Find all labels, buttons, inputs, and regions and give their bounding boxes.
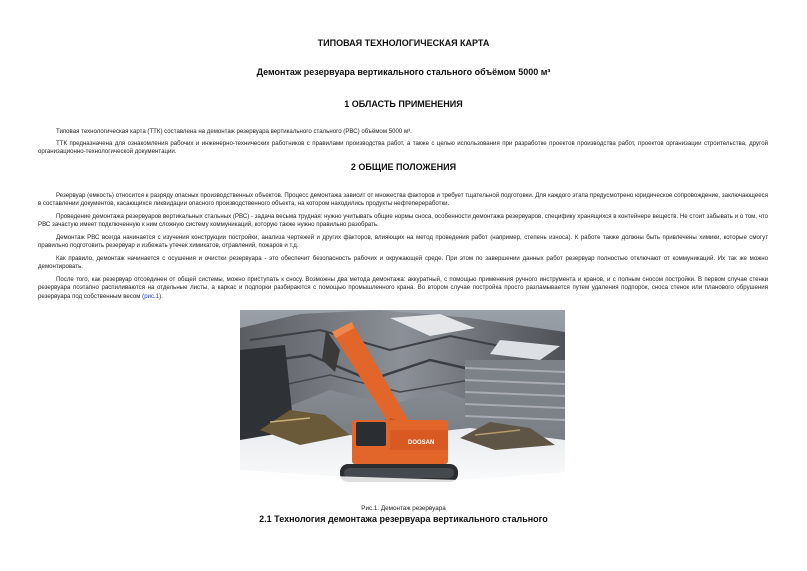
section-2-paragraph: Проведение демонтажа резервуаров вертикальных стальных (РВС) - задача весьма трудная: нужно учитывать общие нормы сноса, особенности демонтажа резервуаров, специфику хранящихся в контейнере веществ. Не стоит забывать и о том, что РВС зачастую имеет подключенную к ним сложную систему коммуникаций, которую также нужно правильно разобрать. (38, 213, 768, 229)
figure-1-link[interactable]: рис.1 (144, 292, 160, 300)
section-2-paragraph-last (38, 276, 768, 301)
document-title: ТИПОВАЯ ТЕХНОЛОГИЧЕСКАЯ КАРТА (317, 38, 490, 48)
section-1-heading: 1 ОБЛАСТЬ ПРИМЕНЕНИЯ (344, 99, 463, 109)
subsection-2-1-heading: 2.1 Технология демонтажа резервуара вертикального стального (259, 514, 548, 524)
section-2-paragraph: Как правило, демонтаж начинается с осушения и очистки резервуара - это обеспечит безопасность рабочих и окружающей среде. При этом по завершении данных работ резервуар полностью отключают от коммуникаций. Их так же можно демонтировать. (38, 255, 768, 271)
section-2-paragraph: Демонтаж РВС всегда начинается с изучения конструкции постройки, анализа чертежей и других факторов, влияющих на метод проведения работ (например, степень износа). К работе также должны быть привлечены химики, которые смогут правильно подготовить резервуар и избежать утечек химикатов, отравлений, пожаров и т.д. (38, 234, 768, 250)
figure-1-photo (240, 310, 565, 498)
section-1-paragraph: ТТК предназначена для ознакомления рабочих и инженерно-технических работников с правилами производства работ, а также с целью использования при разработке проектов производства работ, проектов организации строительства, другой организационно-технологической документации. (38, 140, 768, 156)
section-2-heading: 2 ОБЩИЕ ПОЛОЖЕНИЯ (350, 162, 457, 172)
paragraph-tail: ). (159, 292, 163, 300)
excavator-brand-label: DOOSAN (408, 440, 435, 446)
demolition-photo-illustration (240, 310, 565, 498)
corrugated-wall (465, 360, 565, 430)
section-2-paragraph: Резервуар (емкость) относится к разряду опасных производственных объектов. Процесс демонтажа зависит от множества факторов и требует тщательной подготовки. Для каждого этапа предусмотрено юридическое сопровождение, заключающееся в составлении документов, касающихся ликвидации опасного производственного объекта, на котором находились продукты нефтепереработки. (38, 192, 768, 208)
paragraph-text: После того, как резервуар отсоединен от общей системы, можно приступать к сносу. Возможны два метода демонтажа: аккуратный, с помощью применения ручного инструмента и кранов, и с полным сносом постройки. В первом случае стенки резервуара поэтапно распиливаются на отдельные листы, а каркас и подпорки разбираются с помощью промышленного крана. Во втором случае постройка просто разламывается путем удаления подпорок, сноса стенок или планового обрушения резервуара под собственным весом ( (38, 276, 768, 300)
document-subtitle: Демонтаж резервуара вертикального стального объёмом 5000 м³ (256, 67, 551, 77)
figure-1-caption: Рис.1. Демонтаж резервуара (361, 505, 446, 512)
section-1-paragraph: Типовая технологическая карта (ТТК) составлена на демонтаж резервуара вертикального стального (РВС) объёмом 5000 м³. (56, 128, 412, 135)
